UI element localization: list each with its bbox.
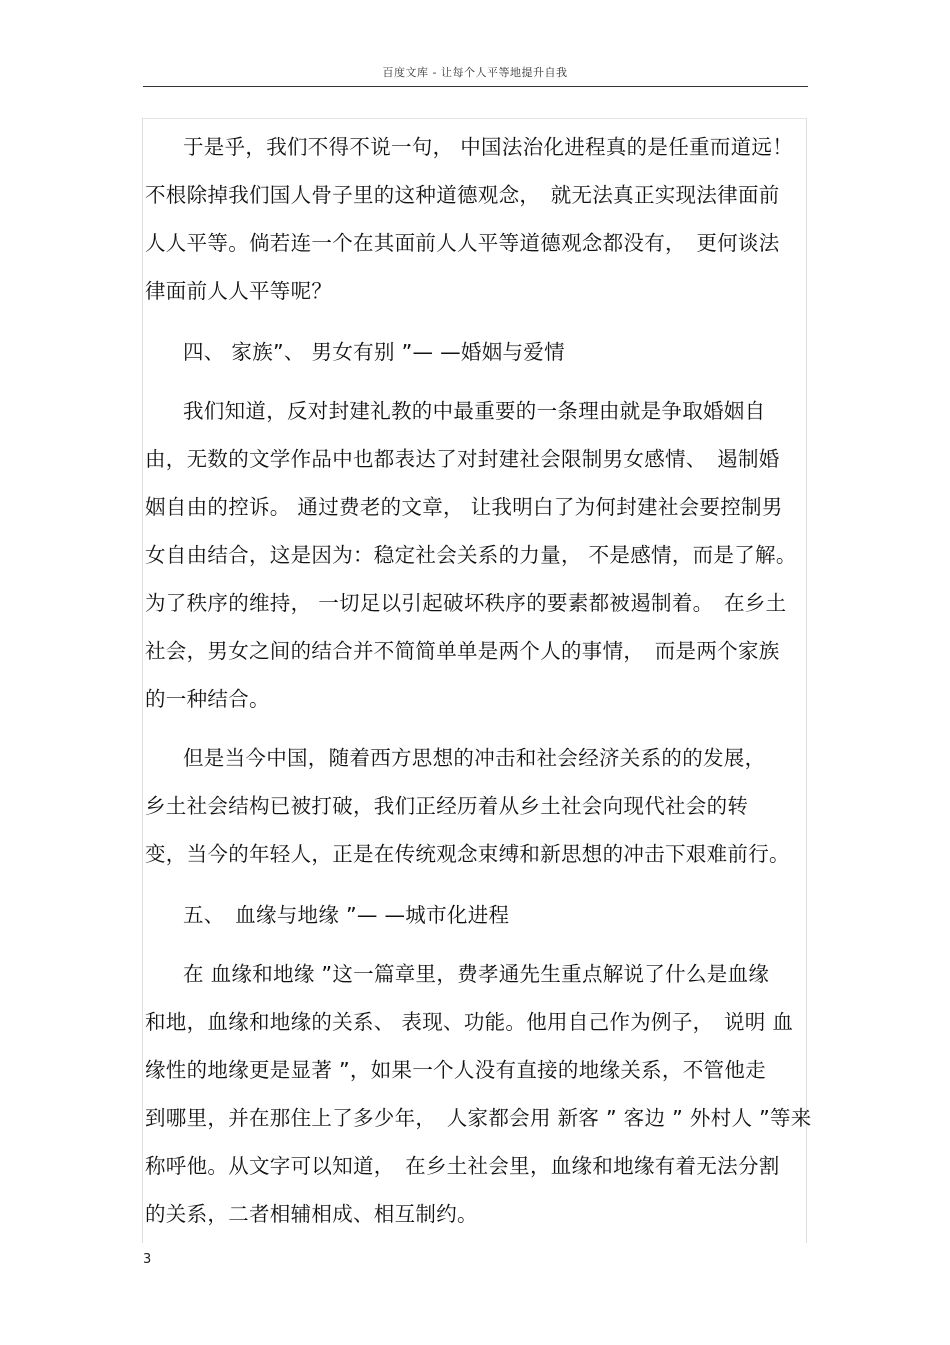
header-divider bbox=[143, 86, 808, 87]
paragraph-line: 律面前人人平等呢？ bbox=[145, 279, 333, 303]
page-header: 百度文库 - 让每个人平等地提升自我 bbox=[382, 66, 568, 79]
content-frame-top bbox=[142, 118, 807, 119]
paragraph-line: 的一种结合。 bbox=[145, 687, 270, 711]
paragraph-line: 为了秩序的维持， 一切足以引起破坏秩序的要素都被遏制着。 在乡土 bbox=[145, 591, 787, 615]
paragraph-line: 变，当今的年轻人，正是在传统观念束缚和新思想的冲击下艰难前行。 bbox=[145, 842, 790, 866]
paragraph-line: 乡土社会结构已被打破，我们正经历着从乡土社会向现代社会的转 bbox=[145, 794, 749, 818]
paragraph-line: 缘性的地缘更是显著 ”，如果一个人没有直接的地缘关系，不管他走 bbox=[145, 1058, 766, 1082]
paragraph-line: 女自由结合，这是因为：稳定社会关系的力量， 不是感情，而是了解。 bbox=[145, 543, 797, 567]
paragraph-line: 社会，男女之间的结合并不简简单单是两个人的事情， 而是两个家族 bbox=[145, 639, 780, 663]
paragraph-line: 我们知道，反对封建礼教的中最重要的一条理由就是争取婚姻自 bbox=[183, 399, 766, 423]
content-frame-left bbox=[142, 118, 143, 1243]
section-heading: 五、 血缘与地缘 ”— —城市化进程 bbox=[183, 903, 510, 927]
paragraph-line: 到哪里，并在那住上了多少年， 人家都会用 新客 ” 客边 ” 外村人 ”等来 bbox=[145, 1106, 812, 1130]
paragraph-line: 在 血缘和地缘 ”这一篇章里，费孝通先生重点解说了什么是血缘 bbox=[183, 962, 770, 986]
page-number: 3 bbox=[143, 1252, 152, 1267]
paragraph-line: 和地，血缘和地缘的关系、 表现、功能。他用自己作为例子， 说明 血 bbox=[145, 1010, 794, 1034]
paragraph-line: 的关系，二者相辅相成、相互制约。 bbox=[145, 1202, 478, 1226]
paragraph-line: 于是乎，我们不得不说一句， 中国法治化进程真的是任重而道远！ bbox=[183, 135, 794, 159]
paragraph-line: 但是当今中国，随着西方思想的冲击和社会经济关系的的发展， bbox=[183, 746, 766, 770]
section-heading: 四、 家族”、 男女有别 ”— —婚姻与爱情 bbox=[183, 340, 565, 364]
content-frame-right bbox=[806, 118, 807, 1243]
paragraph-line: 称呼他。从文字可以知道， 在乡土社会里，血缘和地缘有着无法分割 bbox=[145, 1154, 780, 1178]
paragraph-line: 人人平等。倘若连一个在其面前人人平等道德观念都没有， 更何谈法 bbox=[145, 231, 780, 255]
paragraph-line: 不根除掉我们国人骨子里的这种道德观念， 就无法真正实现法律面前 bbox=[145, 183, 780, 207]
paragraph-line: 由，无数的文学作品中也都表达了对封建社会限制男女感情、 遏制婚 bbox=[145, 447, 780, 471]
paragraph-line: 姻自由的控诉。 通过费老的文章， 让我明白了为何封建社会要控制男 bbox=[145, 495, 783, 519]
